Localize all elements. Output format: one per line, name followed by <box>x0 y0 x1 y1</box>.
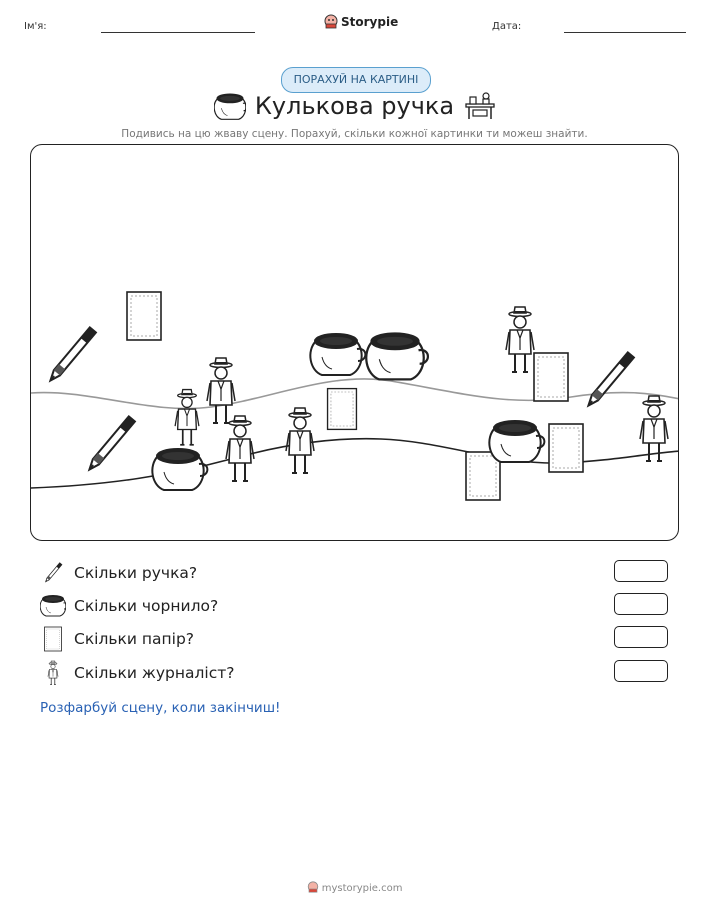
ink-pot-2 <box>366 333 428 379</box>
storypie-mascot-icon <box>324 14 338 29</box>
answer-box-journalist[interactable] <box>614 660 668 682</box>
pen-2 <box>86 416 135 472</box>
paper-icon <box>40 626 66 652</box>
site-footer <box>0 881 709 894</box>
question-text: Скільки ручка? <box>74 564 198 582</box>
pen-3 <box>585 352 634 408</box>
pen-1 <box>47 327 96 383</box>
counting-scene <box>30 144 679 541</box>
name-field[interactable] <box>101 32 255 33</box>
journalist-3 <box>226 416 254 481</box>
question-text: Скільки папір? <box>74 630 195 648</box>
journalist-icon <box>40 660 66 686</box>
paper-3 <box>534 353 568 401</box>
activity-badge: ПОРАХУЙ НА КАРТИНІ <box>281 67 431 93</box>
coloring-instruction: Розфарбуй сцену, коли закінчиш! <box>40 700 281 716</box>
ink-pot-4 <box>152 449 207 490</box>
answer-box-paper[interactable] <box>614 626 668 648</box>
site-url[interactable]: mystorypie.com <box>321 883 403 894</box>
journalist-4 <box>286 408 314 473</box>
journalist-6 <box>640 396 668 461</box>
question-row-pen <box>40 560 197 586</box>
question-row-ink <box>40 593 218 619</box>
brand-name: Storypie <box>341 14 399 29</box>
date-label: Дата: <box>492 21 522 32</box>
ink-pot-1 <box>310 334 365 375</box>
question-text: Скільки чорнило? <box>74 597 219 615</box>
journalist-1 <box>207 358 235 423</box>
paper-2 <box>328 389 357 430</box>
answer-box-ink[interactable] <box>614 593 668 615</box>
storypie-mascot-icon <box>307 881 319 893</box>
brand-logo <box>324 14 398 29</box>
date-field[interactable] <box>564 32 686 33</box>
newsroom-desk-icon <box>464 90 496 124</box>
page-title: Кулькова ручка <box>254 92 455 120</box>
answer-box-pen[interactable] <box>614 560 668 582</box>
question-row-paper <box>40 626 194 652</box>
instructions: Подивись на цю жваву сцену. Порахуй, скільки кожної картинки ти можеш знайти. <box>121 128 588 140</box>
name-label: Ім'я: <box>24 21 47 32</box>
question-row-journalist <box>40 660 235 686</box>
journalist-2 <box>175 390 199 445</box>
ink-pot-3 <box>489 421 544 462</box>
journalist-5 <box>506 307 534 372</box>
pen-icon <box>40 560 66 586</box>
paper-1 <box>127 292 161 340</box>
question-text: Скільки журналіст? <box>74 664 235 682</box>
paper-4 <box>549 424 583 472</box>
ink-pot-icon <box>40 593 66 619</box>
